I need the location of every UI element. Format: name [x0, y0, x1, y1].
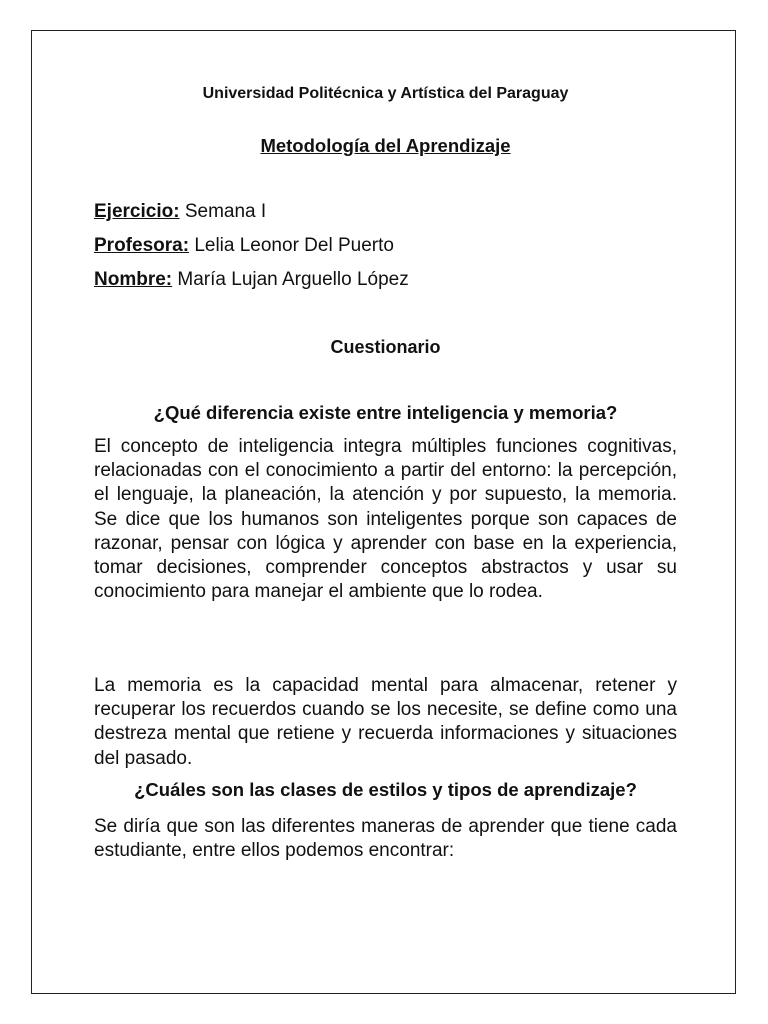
question-heading: ¿Qué diferencia existe entre inteligencia y memoria? — [153, 402, 618, 423]
university-name: Universidad Politécnica y Artística del Paraguay — [202, 85, 569, 102]
meta-professor — [94, 235, 394, 257]
section-title: Cuestionario — [330, 337, 441, 357]
exercise-label: Ejercicio: — [94, 201, 180, 222]
question-heading: ¿Cuáles son las clases de estilos y tipos de aprendizaje? — [134, 779, 637, 800]
name-label: Nombre: — [94, 269, 173, 290]
page-border — [31, 30, 736, 994]
answer-paragraph: Se diría que son las diferentes maneras de aprender que tiene cada estudiante, entre ellos podemos encontrar: — [94, 816, 677, 862]
meta-name — [94, 269, 409, 291]
answer-paragraph: La memoria es la capacidad mental para almacenar, retener y recuperar los recuerdos cuando se los necesite, se define como una destreza mental que retiene y recuerda informaciones y situaciones del pasado. — [94, 675, 677, 769]
answer-paragraph: El concepto de inteligencia integra múltiples funciones cognitivas, relacionadas con el conocimiento a partir del entorno: la percepción, el lenguaje, la planeación, la atención y por supuesto, la memoria. Se dice que los humanos son inteligentes porque son capaces de razonar, pensar con lógica y aprender con base en la experiencia, tomar decisiones, comprender conceptos abstractos y usar su conocimiento para manejar el ambiente que lo rodea. — [94, 436, 677, 603]
course-title: Metodología del Aprendizaje — [260, 135, 511, 156]
meta-exercise — [94, 201, 266, 223]
professor-label: Profesora: — [94, 235, 190, 256]
professor-value: Lelia Leonor Del Puerto — [194, 235, 394, 256]
exercise-value: Semana I — [184, 201, 267, 222]
name-value: María Lujan Arguello López — [177, 269, 409, 290]
